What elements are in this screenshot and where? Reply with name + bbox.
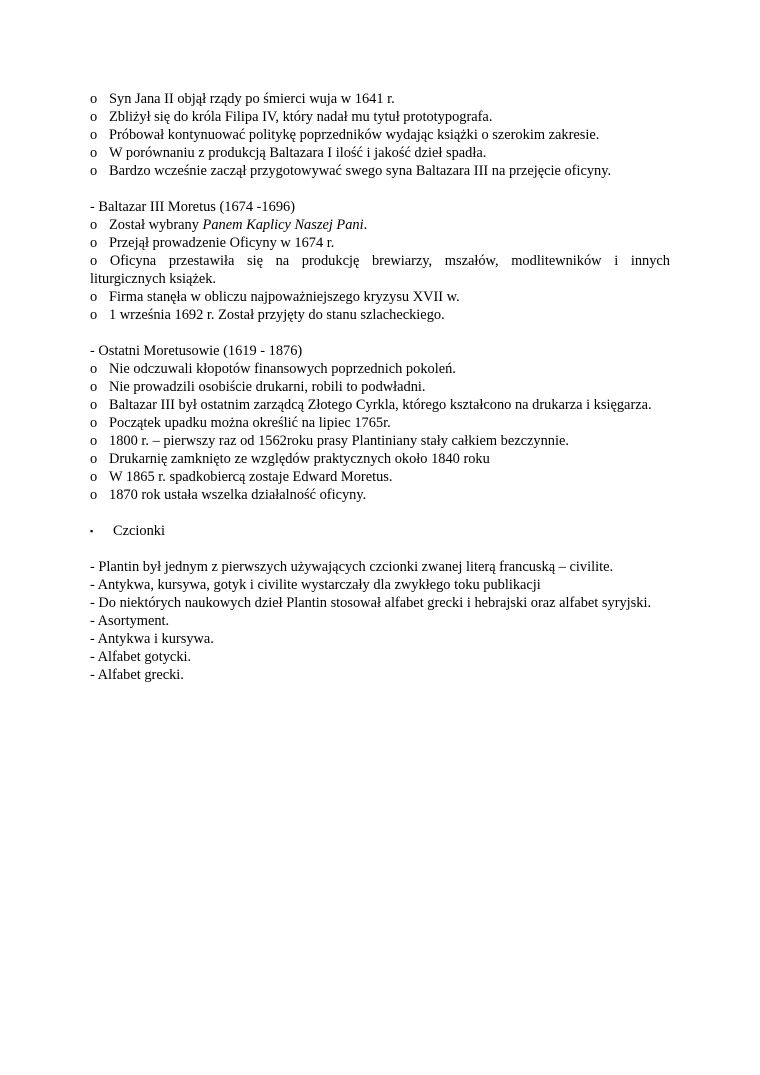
circle-bullet-icon: o: [90, 163, 98, 179]
circle-bullet-icon: o: [90, 145, 98, 161]
list-item: o Drukarnię zamknięto ze względów praktycznych około 1840 roku: [90, 451, 490, 467]
section-czcionki: [90, 522, 670, 684]
circle-bullet-icon: o: [90, 91, 98, 107]
circle-bullet-icon: o: [90, 487, 98, 503]
text-line: - Asortyment.: [90, 613, 170, 629]
list-item: o 1870 rok ustała wszelka działalność oficyny.: [90, 487, 367, 503]
circle-bullet-icon: o: [90, 289, 98, 305]
list-item: o Firma stanęła w obliczu najpoważniejszego kryzysu XVII w.: [90, 289, 460, 305]
circle-bullet-icon: o: [90, 397, 98, 413]
list-item: o Początek upadku można określić na lipiec 1765r.: [90, 415, 391, 431]
list-item: o Zbliżył się do króla Filipa IV, który nadał mu tytuł prototypografa.: [90, 109, 493, 125]
circle-bullet-icon: o: [90, 127, 98, 143]
circle-bullet-icon: o: [90, 361, 98, 377]
text-line: - Plantin był jednym z pierwszych używających czcionki zwanej literą francuską – civilite.: [90, 559, 614, 575]
circle-bullet-icon: o: [90, 469, 98, 485]
list-item: o Próbował kontynuować politykę poprzedników wydając książki o szerokim zakresie.: [90, 127, 600, 143]
circle-bullet-icon: o: [90, 433, 98, 449]
section-baltazar-iii: [90, 198, 670, 324]
list-item: o Syn Jana II objął rządy po śmierci wuja w 1641 r.: [90, 91, 395, 107]
circle-bullet-icon: o: [90, 451, 98, 467]
document-page: [90, 90, 670, 684]
text-line: - Antykwa i kursywa.: [90, 631, 214, 647]
section-jan-ii-successor: [90, 90, 670, 180]
list-item: o Bardzo wcześnie zaczął przygotowywać swego syna Baltazara III na przejęcie oficyny.: [90, 163, 612, 179]
square-bullet-icon: ▪: [90, 526, 94, 536]
circle-bullet-icon: o: [90, 217, 98, 233]
list-item: o W 1865 r. spadkobiercą zostaje Edward Moretus.: [90, 469, 393, 485]
text-line: - Alfabet gotycki.: [90, 649, 192, 665]
section-last-moretus: [90, 342, 670, 504]
circle-bullet-icon: o: [90, 235, 98, 251]
spacer: [90, 504, 670, 522]
list-item: o Przejął prowadzenie Oficyny w 1674 r.: [90, 235, 335, 251]
text-line: - Do niektórych naukowych dzieł Plantin stosował alfabet grecki i hebrajski oraz alfabet syryjski.: [90, 595, 652, 611]
section-title: ▪ Czcionki: [90, 523, 165, 539]
list-item: o W porównaniu z produkcją Baltazara I ilość i jakość dzieł spadła.: [90, 145, 487, 161]
spacer: [90, 540, 670, 558]
list-item: o 1 września 1692 r. Został przyjęty do stanu szlacheckiego.: [90, 307, 445, 323]
section-heading: - Ostatni Moretusowie (1619 - 1876): [90, 343, 303, 359]
circle-bullet-icon: o: [90, 109, 98, 125]
circle-bullet-icon: o: [90, 379, 98, 395]
list-item: o Został wybrany Panem Kaplicy Naszej Pani.: [90, 217, 368, 233]
spacer: [90, 324, 670, 342]
text-line: - Alfabet grecki.: [90, 667, 184, 683]
section-heading: - Baltazar III Moretus (1674 -1696): [90, 199, 295, 215]
list-item: o Nie odczuwali kłopotów finansowych poprzednich pokoleń.: [90, 361, 456, 377]
text-line: - Antykwa, kursywa, gotyk i civilite wystarczały dla zwykłego toku publikacji: [90, 577, 541, 593]
circle-bullet-icon: o: [90, 253, 98, 269]
list-item: o Nie prowadzili osobiście drukarni, robili to podwładni.: [90, 379, 426, 395]
circle-bullet-icon: o: [90, 415, 98, 431]
list-item: o 1800 r. – pierwszy raz od 1562roku prasy Plantiniany stały całkiem bezczynnie.: [90, 433, 569, 449]
list-item: o Baltazar III był ostatnim zarządcą Złotego Cyrkla, którego kształcono na drukarza i księgarza.: [90, 397, 652, 413]
circle-bullet-icon: o: [90, 307, 98, 323]
list-item: o Oficyna przestawiła się na produkcję brewiarzy, mszałów, modlitewników i innych liturgicznych książek.: [90, 253, 670, 287]
spacer: [90, 180, 670, 198]
